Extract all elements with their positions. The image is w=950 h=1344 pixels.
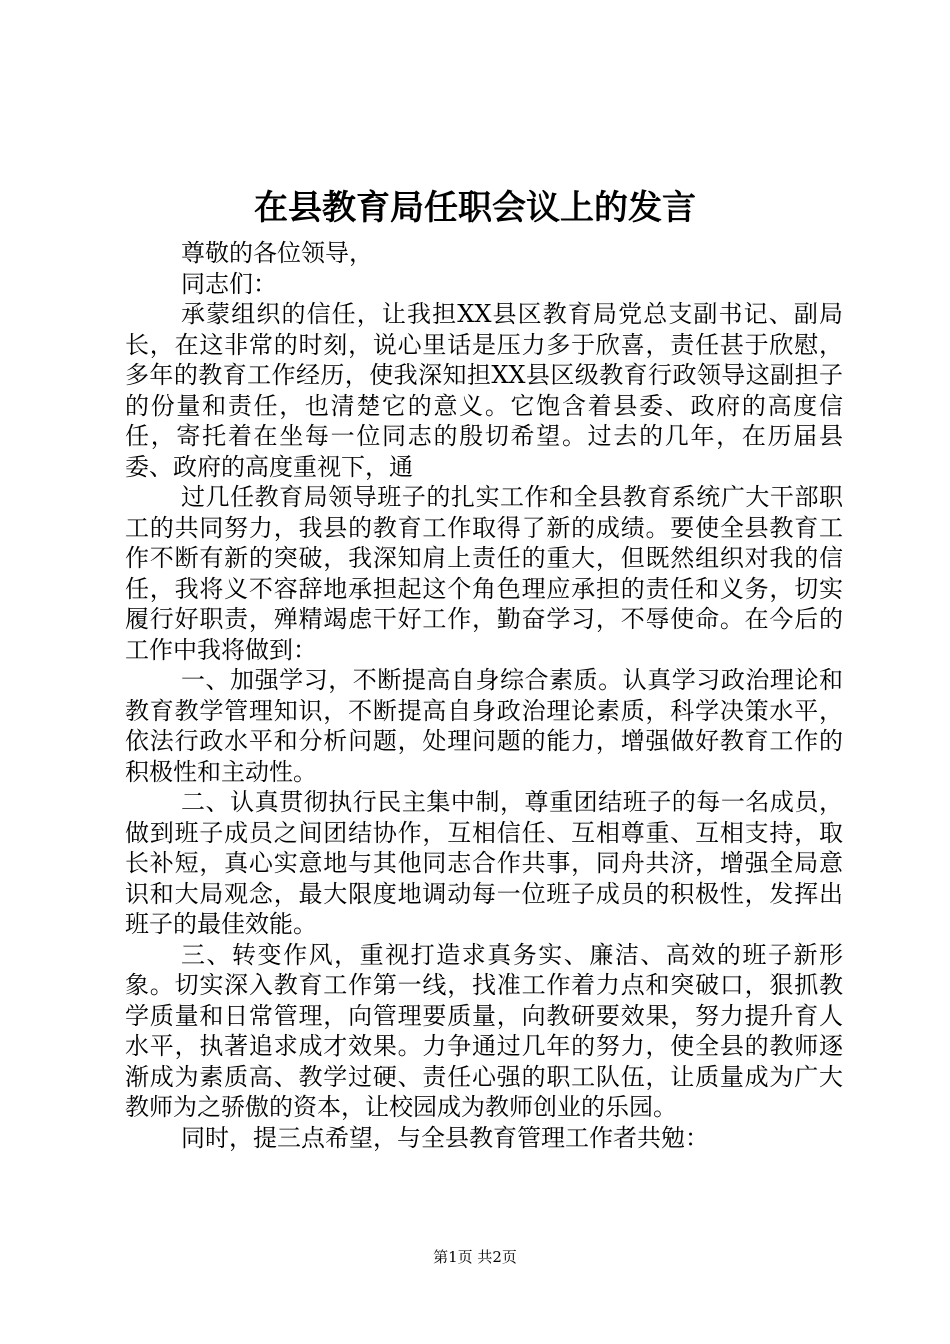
paragraph-intro: 承蒙组织的信任，让我担XX县区教育局党总支副书记、副局长，在这非常的时刻，说心里话是压力多于欣喜，责任甚于欣慰，多年的教育工作经历，使我深知担XX县区级教育行政领导这副担子的份量和责任，也清楚它的意义。它饱含着县委、政府的高度信任，寄托着在坐每一位同志的殷切希望。过去的几年，在历届县委、政府的高度重视下，通	[125, 300, 843, 481]
paragraph-closing: 同时，提三点希望，与全县教育管理工作者共勉：	[181, 1123, 709, 1152]
salutation-leaders: 尊敬的各位领导，	[181, 239, 373, 267]
document-title: 在县教育局任职会议上的发言	[254, 188, 696, 228]
paragraph-point-three: 三、转变作风，重视打造求真务实、廉洁、高效的班子新形象。切实深入教育工作第一线，找准工作着力点和突破口，狠抓教学质量和日常管理，向管理要质量，向教研要效果，努力提升育人水平，执著追求成才效果。力争通过几年的努力，使全县的教师逐渐成为素质高、教学过硬、责任心强的职工队伍，让质量成为广大教师为之骄傲的资本，让校园成为教师创业的乐园。	[125, 940, 843, 1121]
paragraph-continuation: 过几任教育局领导班子的扎实工作和全县教育系统广大干部职工的共同努力，我县的教育工作取得了新的成绩。要使全县教育工作不断有新的突破，我深知肩上责任的重大，但既然组织对我的信任，我将义不容辞地承担起这个角色理应承担的责任和义务，切实履行好职责，殚精竭虑干好工作，勤奋学习，不辱使命。在今后的工作中我将做到：	[125, 483, 843, 664]
page-number-footer: 第1页 共2页	[433, 1248, 517, 1266]
salutation-comrades: 同志们：	[181, 269, 277, 298]
document-body	[125, 238, 843, 1153]
paragraph-point-one: 一、加强学习，不断提高自身综合素质。认真学习政治理论和教育教学管理知识，不断提高自身政治理论素质，科学决策水平，依法行政水平和分析问题，处理问题的能力，增强做好教育工作的积极性和主动性。	[125, 666, 843, 786]
paragraph-point-two: 二、认真贯彻执行民主集中制，尊重团结班子的每一名成员，做到班子成员之间团结协作，互相信任、互相尊重、互相支持，取长补短，真心实意地与其他同志合作共事，同舟共济，增强全局意识和大局观念，最大限度地调动每一位班子成员的积极性，发挥出班子的最佳效能。	[125, 788, 843, 938]
